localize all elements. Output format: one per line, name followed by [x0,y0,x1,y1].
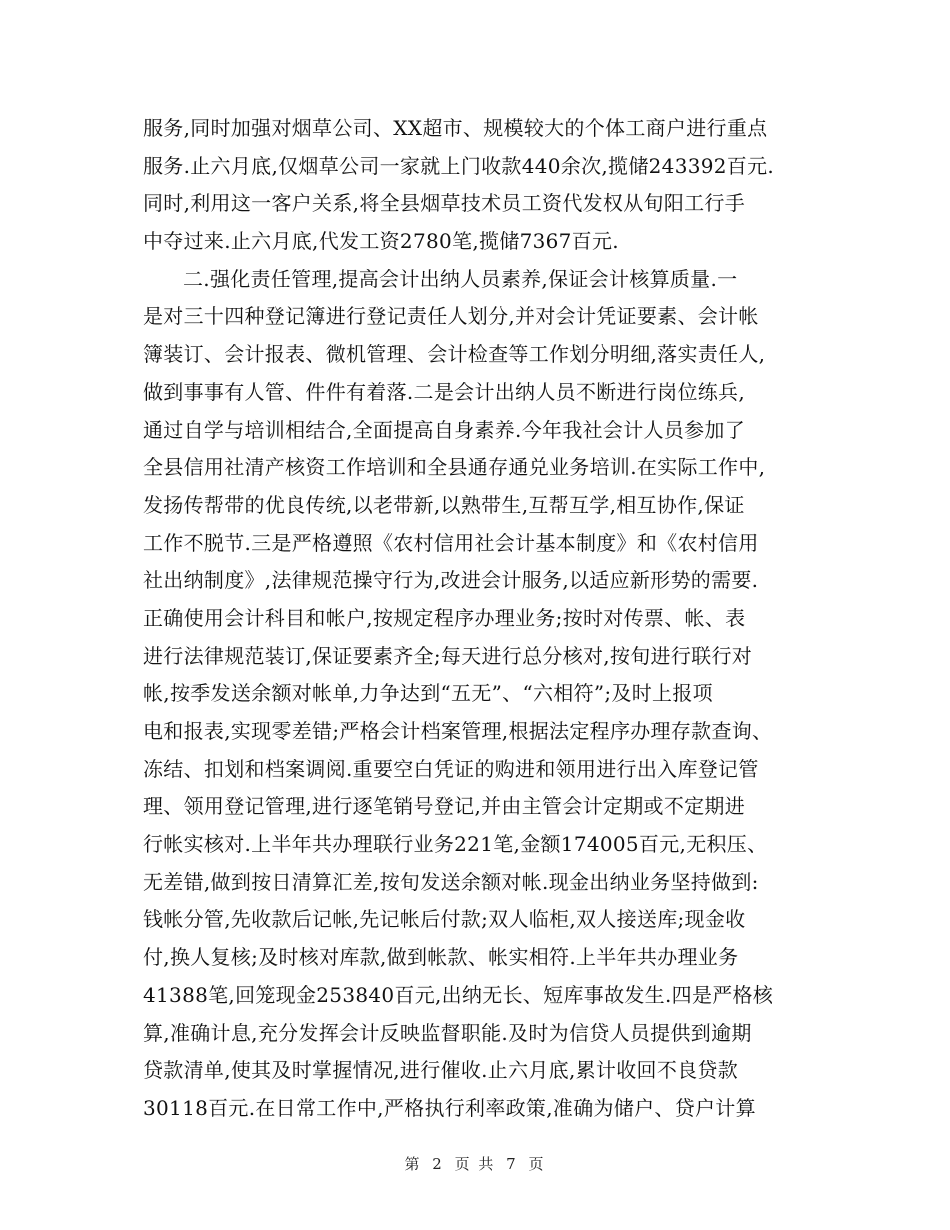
total-page-count: 7 [506,1155,518,1173]
text-line-16: 帐,按季发送余额对帐单,力争达到“五无”、“六相符”;及时上报项 [143,681,713,706]
text-line-21: 无差错,做到按日清算汇差,按旬发送余额对帐.现金出纳业务坚持做到: [143,869,759,894]
text-line-19: 理、领用登记管理,进行逐笔销号登记,并由主管会计定期或不定期进 [143,794,746,819]
text-line-14: 正确使用会计科目和帐户,按规定程序办理业务;按时对传票、帐、表 [143,605,746,630]
paragraph-heading-line: 二.强化责任管理,提高会计出纳人员素养,保证会计核算质量.一 [183,266,738,291]
text-line-20: 行帐实核对.上半年共办理联行业务221笔,金额174005百元,无积压、 [143,832,768,857]
page-footer [0,1153,950,1174]
text-line-24: 41388笔,回笼现金253840百元,出纳无长、短库事故发生.四是严格核 [143,982,774,1007]
text-line-27: 30118百元.在日常工作中,严格执行利率政策,准确为储户、贷户计算 [143,1095,756,1120]
text-line-23: 付,换人复核;及时核对库款,做到帐款、帐实相符.上半年共办理业务 [143,945,739,970]
text-line-10: 全县信用社清产核资工作培训和全县通存通兑业务培训.在实际工作中, [143,455,766,480]
text-line-8: 做到事事有人管、件件有着落.二是会计出纳人员不断进行岗位练兵, [143,379,746,404]
footer-middle: 页 共 [454,1155,496,1173]
footer-prefix: 第 [404,1155,422,1173]
text-line-11: 发扬传帮带的优良传统,以老带新,以熟带生,互帮互学,相互协作,保证 [143,492,745,517]
text-line-3: 同时,利用这一客户关系,将全县烟草技术员工资代发权从旬阳工行手 [143,191,746,216]
text-line-25: 算,准确计息,充分发挥会计反映监督职能.及时为信贷人员提供到逾期 [143,1020,752,1045]
text-line-26: 贷款清单,使其及时掌握情况,进行催收.止六月底,累计收回不良贷款 [143,1058,739,1083]
document-body [143,110,823,1128]
text-line-4: 中夺过来.止六月底,代发工资2780笔,揽储7367百元. [143,229,619,254]
text-line-22: 钱帐分管,先收款后记帐,先记帐后付款;双人临柜,双人接送库;现金收 [143,907,746,932]
text-line-1: 服务,同时加强对烟草公司、XX超市、规模较大的个体工商户进行重点 [143,116,768,140]
text-line-9: 通过自学与培训相结合,全面提高自身素养.今年我社会计人员参加了 [143,417,746,442]
text-line-18: 冻结、扣划和档案调阅.重要空白凭证的购进和领用进行出入库登记管 [143,756,759,781]
text-line-7: 簿装订、会计报表、微机管理、会计检查等工作划分明细,落实责任人, [143,342,766,367]
text-line-6: 是对三十四种登记簿进行登记责任人划分,并对会计凭证要素、会计帐 [143,304,759,329]
text-line-13: 社出纳制度》,法律规范操守行为,改进会计服务,以适应新形势的需要. [143,568,759,593]
text-line-17: 电和报表,实现零差错;严格会计档案管理,根据法定程序办理存款查询、 [143,719,773,743]
footer-suffix: 页 [528,1155,546,1173]
text-line-2: 服务.止六月底,仅烟草公司一家就上门收款440余次,揽储243392百元. [143,153,775,178]
text-line-15: 进行法律规范装订,保证要素齐全;每天进行总分核对,按旬进行联行对 [143,643,753,668]
current-page-number: 2 [432,1155,444,1173]
text-line-12: 工作不脱节.三是严格遵照《农村信用社会计基本制度》和《农村信用 [143,530,759,555]
